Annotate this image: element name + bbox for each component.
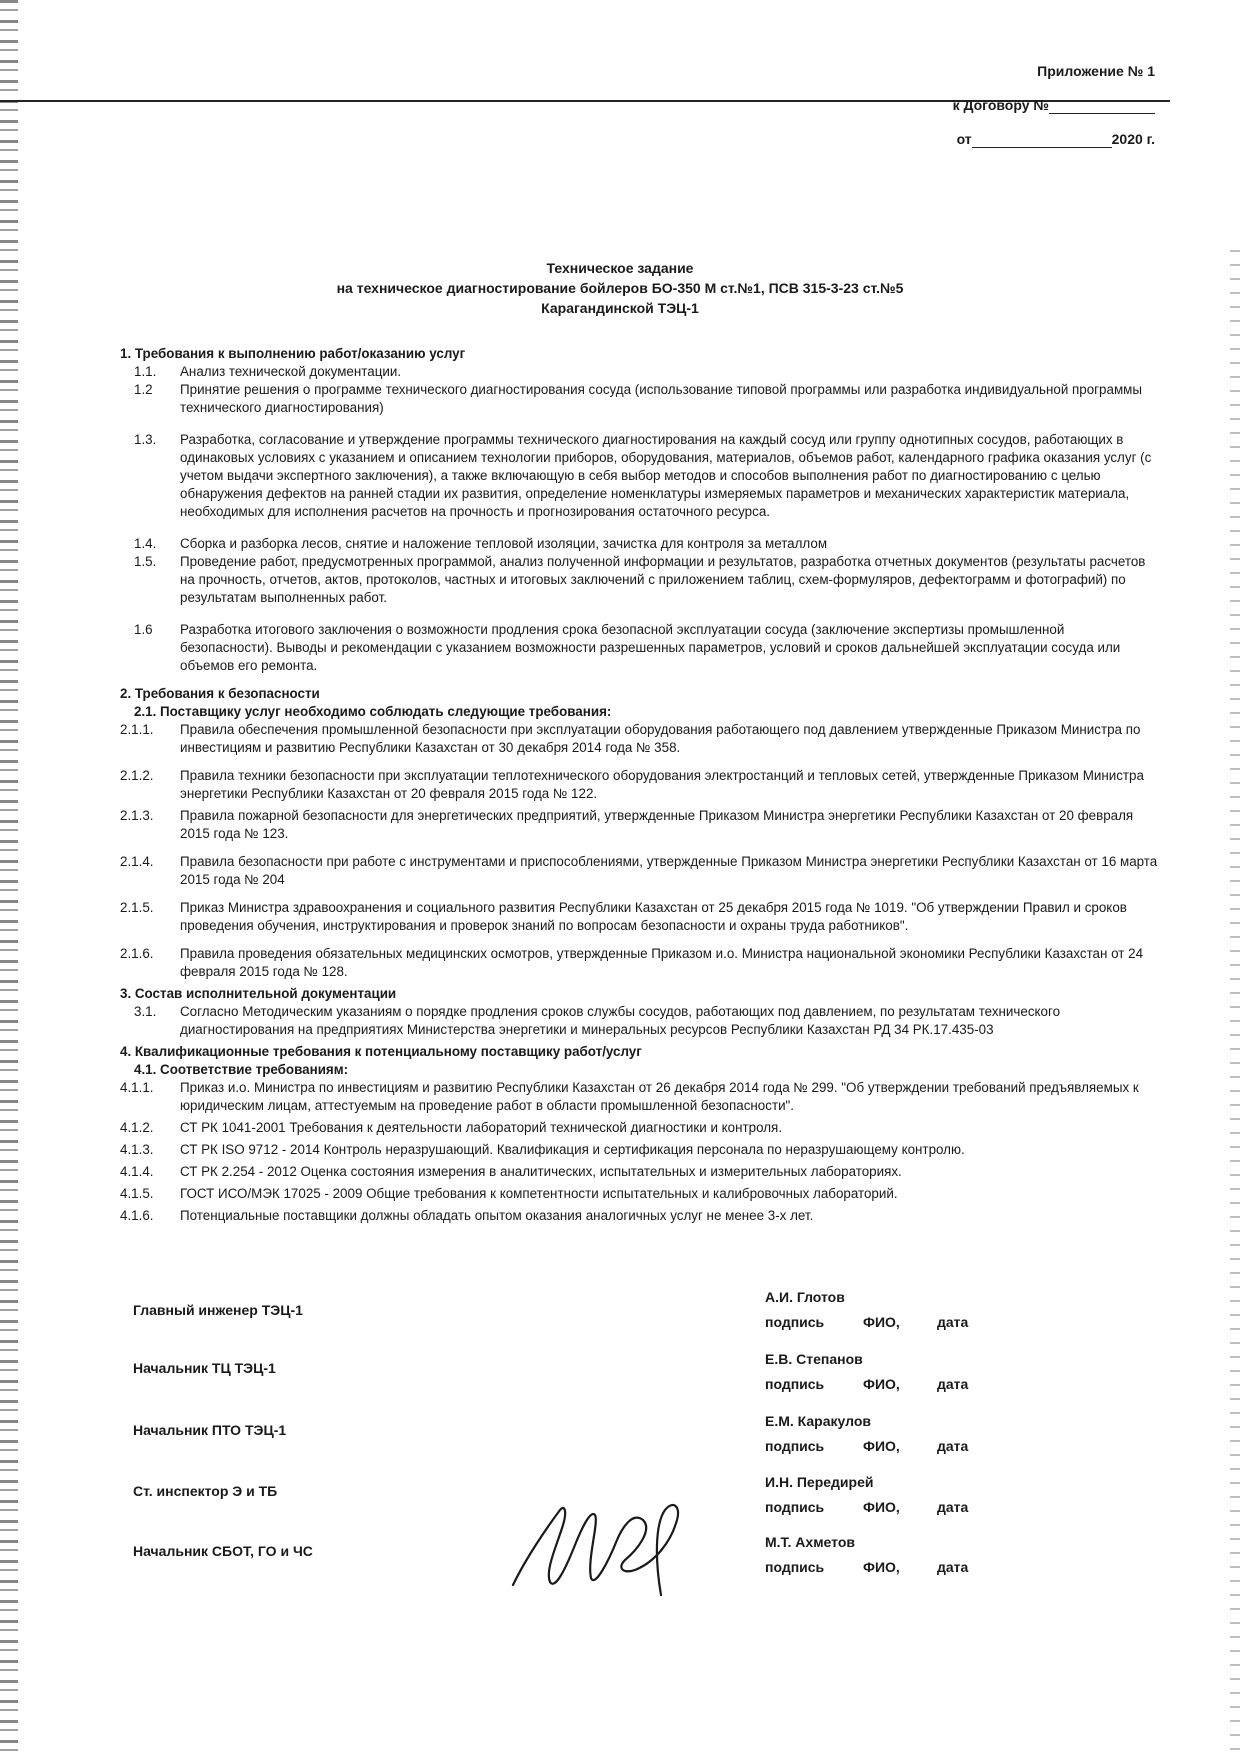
- signer-block: [765, 1470, 968, 1520]
- list-item: 2.1.3. Правила пожарной безопасности для энергетических предприятий, утвержденные Приказом Министра энергетики Республики Казахстан от 20 февраля 2015 года № 123.: [120, 808, 1134, 841]
- signer-block: [765, 1285, 968, 1335]
- date-label: дата: [937, 1438, 969, 1454]
- list-item: 2.1.1. Правила обеспечения промышленной безопасности при эксплуатации оборудования работающего под давлением утвержденные Приказом Министра по инвестициям и развитию Республики Казахстан от 30 декабря 2014 года № 358.: [120, 722, 1141, 755]
- list-item: 1.4. Сборка и разборка лесов, снятие и наложение тепловой изоляции, зачистка для контроля за металлом: [134, 536, 828, 551]
- list-item: 2.1.2. Правила техники безопасности при эксплуатации теплотехнического оборудования электростанций и тепловых сетей, утвержденные Приказом Министра энергетики Республики Казахстан от 20 февраля 2015 года № 122.: [120, 768, 1144, 801]
- list-item: 1.6 Разработка итогового заключения о возможности продления срока безопасной эксплуатации сосуда (заключение экспертизы промышленной безопасности). Выводы и рекомендации с указанием возможности разрешенных параметров, условий и сроков дальнейшей эксплуатации сосуда или объемов его ремонта.: [134, 622, 1121, 673]
- list-item: 4.1.4. СТ РК 2.254 - 2012 Оценка состояния измерения в аналитических, испытательных и измерительных лабораториях.: [120, 1164, 902, 1179]
- signer-block: [765, 1409, 968, 1459]
- signer-position: Начальник ПТО ТЭЦ-1: [133, 1422, 287, 1438]
- title-line-1: Техническое задание: [546, 260, 694, 276]
- signer-name: А.И. Глотов: [765, 1289, 845, 1305]
- document-body: [120, 343, 1160, 1225]
- sign-label: подпись: [765, 1314, 825, 1330]
- sign-label: подпись: [765, 1438, 825, 1454]
- list-item: 3.1. Согласно Методическим указаниям о порядке продления сроков службы сосудов, работающих под давлением, по результатам технического диагностирования на предприятиях Министерства энергетики и минеральных ресурсов Республики Казахстан РД 34 РК.17.435-03: [134, 1004, 1061, 1037]
- sign-label: подпись: [765, 1376, 825, 1392]
- date-label: дата: [937, 1499, 969, 1515]
- signer-block: [765, 1530, 968, 1580]
- section-2-heading: 2. Требования к безопасности: [120, 686, 320, 701]
- signer-name: М.Т. Ахметов: [765, 1534, 855, 1550]
- list-item: 1.1. Анализ технической документации.: [134, 364, 402, 379]
- list-item: 1.5. Проведение работ, предусмотренных программой, анализ полученной информации и результатов, разработка отчетных документов (результаты расчетов на прочность, отчетов, актов, протоколов, частных и итоговых заключений с приложением таблиц, схем-формуляров, дефектограмм и фотографий) по результатам выполненных работ.: [134, 554, 1146, 605]
- list-item: 4.1.2. СТ РК 1041-2001 Требования к деятельности лабораторий технической диагностики и контроля.: [120, 1120, 783, 1135]
- date-label: дата: [937, 1314, 969, 1330]
- fio-label: ФИО,: [863, 1499, 900, 1515]
- list-item: 4.1.5. ГОСТ ИСО/МЭК 17025 - 2009 Общие требования к компетентности испытательных и калибровочных лабораторий.: [120, 1186, 898, 1201]
- date-label: дата: [937, 1376, 969, 1392]
- list-item: 2.1.6. Правила проведения обязательных медицинских осмотров, утвержденные Приказом и.о. Министра национальной экономики Республики Казахстан от 24 февраля 2015 года № 128.: [120, 946, 1144, 979]
- contract-date-line: от 2020 г.: [956, 131, 1155, 147]
- title-line-2: на техническое диагностирование бойлеров БО-350 М ст.№1, ПСВ 315-3-23 ст.№5: [336, 280, 904, 296]
- list-item: 4.1.1. Приказ и.о. Министра по инвестициям и развитию Республики Казахстан от 26 декабря 2014 года № 299. "Об утверждении требований предъявляемых к юридическим лицам, аттестуемым на проведение работ в области промышленной безопасности".: [120, 1080, 1139, 1113]
- list-item: 1.2 Принятие решения о программе технического диагностирования сосуда (использование типовой программы или разработка индивидуальной программы технического диагностирования): [134, 382, 1142, 415]
- section-1-heading: 1. Требования к выполнению работ/оказанию услуг: [120, 346, 466, 361]
- fio-label: ФИО,: [863, 1376, 900, 1392]
- section-4-subheading: 4.1. Соответствие требованиям:: [134, 1062, 349, 1077]
- signer-name: И.Н. Передирей: [765, 1474, 874, 1490]
- signer-position: Главный инженер ТЭЦ-1: [133, 1302, 303, 1318]
- signer-position: Начальник СБОТ, ГО и ЧС: [133, 1543, 313, 1559]
- appendix-label: Приложение № 1: [1037, 63, 1155, 79]
- list-item: 1.3. Разработка, согласование и утверждение программы технического диагностирования на каждый сосуд или группу однотипных сосудов, работающих в одинаковых условиях с указанием и описанием технологии приборов, оборудования, материалов, объемов работ, календарного графика оказания услуг (с учетом выдачи экспертного заключения), а также включающую в себя выбор методов и способов выполнения работ по диагностированию с целью обнаружения дефектов на ранней стадии их развития, определение номенклатуры измеряемых параметров и механических характеристик материала, необходимых для исполнения расчетов на прочность и прогнозирования остаточного ресурса.: [134, 432, 1152, 519]
- fio-label: ФИО,: [863, 1438, 900, 1454]
- date-label: дата: [937, 1559, 969, 1575]
- document-title: [0, 258, 1240, 318]
- signer-name: Е.М. Каракулов: [765, 1413, 871, 1429]
- handwritten-signature-icon: [505, 1490, 715, 1600]
- sign-label: подпись: [765, 1559, 825, 1575]
- list-item: 4.1.3. СТ РК ISO 9712 - 2014 Контроль неразрушающий. Квалификация и сертификация персонала по неразрушающему контролю.: [120, 1142, 965, 1157]
- signer-name: Е.В. Степанов: [765, 1351, 863, 1367]
- signer-block: [765, 1347, 968, 1397]
- list-item: 2.1.4. Правила безопасности при работе с инструментами и приспособлениями, утвержденные Приказом Министра энергетики Республики Казахстан от 16 марта 2015 года № 204: [120, 854, 1158, 887]
- section-4-heading: 4. Квалификационные требования к потенциальному поставщику работ/услуг: [120, 1044, 642, 1059]
- section-2-subheading: 2.1. Поставщику услуг необходимо соблюдать следующие требования:: [134, 704, 612, 719]
- scan-edge-right: [1230, 250, 1240, 1750]
- list-item: 2.1.5. Приказ Министра здравоохранения и социального развития Республики Казахстан от 25 декабря 2015 года № 1019. "Об утверждении Правил и сроков проведения обучения, инструктирования и проверок знаний по вопросам безопасности и охраны труда работников".: [120, 900, 1127, 933]
- sign-label: подпись: [765, 1499, 825, 1515]
- title-line-3: Карагандинской ТЭЦ-1: [541, 300, 699, 316]
- list-item: 4.1.6. Потенциальные поставщики должны обладать опытом оказания аналогичных услуг не менее 3-х лет.: [120, 1208, 814, 1223]
- section-3-heading: 3. Состав исполнительной документации: [120, 986, 397, 1001]
- signer-position: Начальник ТЦ ТЭЦ-1: [133, 1360, 276, 1376]
- contract-number-line: к Договору №: [855, 97, 1155, 114]
- signer-position: Ст. инспектор Э и ТБ: [133, 1483, 278, 1499]
- fio-label: ФИО,: [863, 1314, 900, 1330]
- fio-label: ФИО,: [863, 1559, 900, 1575]
